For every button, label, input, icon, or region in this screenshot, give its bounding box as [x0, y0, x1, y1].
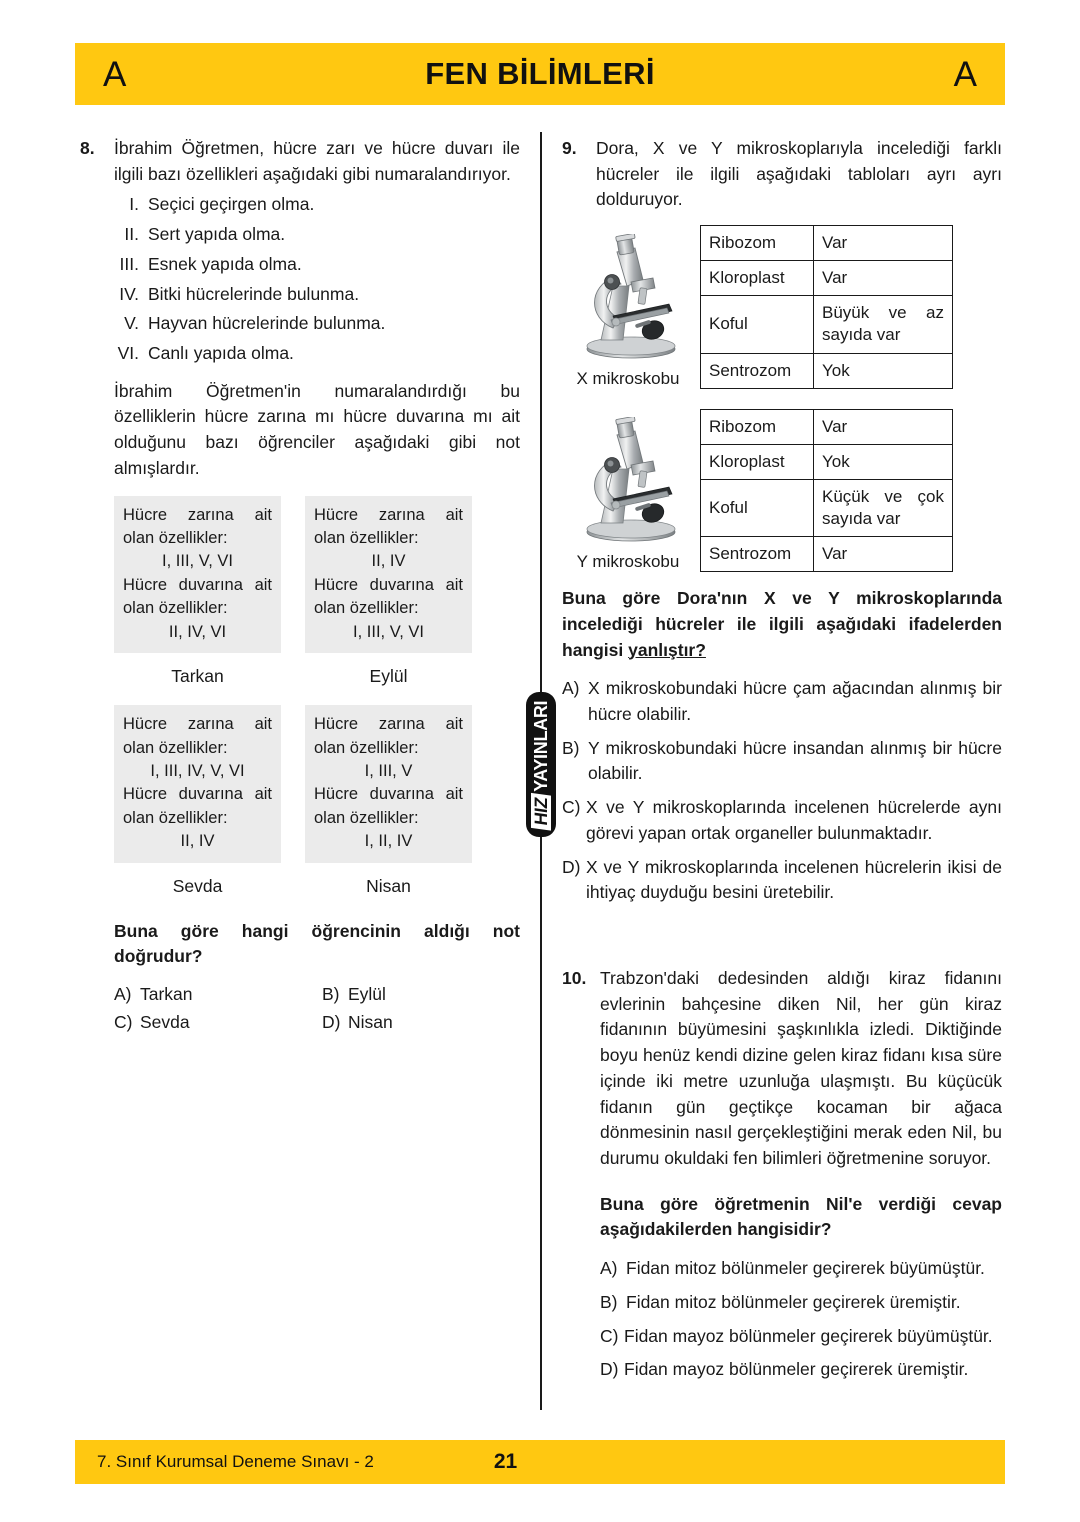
- header-booklet-letter-left: A: [103, 54, 127, 94]
- question-9-prompt: [562, 586, 1002, 663]
- roman-item-text: Canlı yapıda olma.: [148, 343, 294, 364]
- right-column: [562, 136, 1002, 1391]
- option-text: Nisan: [348, 1012, 393, 1033]
- option-text: Y mikroskobundaki hücre insandan alınmış bir hücre olabilir.: [588, 737, 1002, 784]
- option-letter: B): [600, 1291, 618, 1312]
- question-9-options: [562, 676, 1002, 906]
- microscope-icon: [569, 234, 687, 362]
- roman-item-text: Sert yapıda olma.: [148, 224, 286, 245]
- table-row: [701, 296, 953, 353]
- note-box-eylul: [305, 496, 472, 688]
- question-10-options: [600, 1256, 1002, 1383]
- note-box-values-membrane: II, IV: [371, 552, 406, 571]
- option-letter: D): [562, 856, 581, 877]
- table-cell-value: Var: [814, 409, 953, 444]
- microscope-y-group: [562, 409, 1002, 572]
- option-letter: C): [600, 1325, 619, 1346]
- option-text: Fidan mayoz bölünmeler geçirerek büyümüştür.: [624, 1325, 993, 1346]
- table-row: [701, 226, 953, 261]
- question-8-prompt: Buna göre hangi öğrencinin aldığı not doğrudur?: [114, 920, 520, 967]
- table-cell-value: Var: [814, 261, 953, 296]
- note-box-student-name: Sevda: [172, 875, 223, 896]
- roman-numeral: II.: [124, 224, 139, 245]
- question-9: [562, 136, 1002, 213]
- page-header-band: [75, 43, 1005, 105]
- option-c[interactable]: [600, 1324, 1002, 1350]
- table-cell-key: Koful: [701, 479, 814, 536]
- list-item: [114, 282, 520, 308]
- note-box-values-wall: II, IV, VI: [168, 622, 227, 641]
- question-9-stem: Dora, X ve Y mikroskoplarıyla incelediği farklı hücreler ile ilgili aşağıdaki tabloları ayrı ayrı dolduruyor.: [596, 138, 1002, 210]
- note-box-label-wall: Hücre duvarına ait olan özellikler:: [123, 785, 272, 827]
- option-d[interactable]: [322, 1012, 520, 1033]
- question-8-note-boxes-row-2: [114, 705, 520, 897]
- option-b[interactable]: [322, 984, 520, 1005]
- table-row: [701, 479, 953, 536]
- option-text: Tarkan: [140, 984, 193, 1005]
- microscope-x-caption: X mikroskobu: [576, 368, 680, 388]
- footer-exam-title: 7. Sınıf Kurumsal Deneme Sınavı - 2: [97, 1452, 374, 1471]
- table-cell-value: Yok: [814, 444, 953, 479]
- table-row: [701, 537, 953, 572]
- note-box-label-membrane: Hücre zarına ait olan özellikler:: [123, 715, 272, 757]
- roman-item-text: Esnek yapıda olma.: [148, 253, 302, 274]
- roman-item-text: Hayvan hücrelerinde bulunma.: [148, 313, 386, 334]
- option-text: Fidan mitoz bölünmeler geçirerek üremiştir.: [626, 1291, 961, 1312]
- page-title: FEN BİLİMLERİ: [425, 56, 655, 91]
- note-box-label-wall: Hücre duvarına ait olan özellikler:: [123, 575, 272, 618]
- option-letter: B): [322, 984, 340, 1005]
- microscope-y-caption: Y mikroskobu: [576, 552, 680, 572]
- option-text: X ve Y mikroskoplarında incelenen hücrelerin ikisi de ihtiyaç duyduğu besini üretebilir.: [586, 856, 1002, 903]
- option-a[interactable]: [562, 676, 1002, 727]
- microscope-x-group: [562, 225, 1002, 388]
- question-8: [80, 136, 520, 1033]
- option-letter: A): [562, 678, 580, 699]
- table-cell-value: Yok: [814, 353, 953, 388]
- publisher-logo: [526, 692, 556, 837]
- left-column: [80, 136, 520, 1033]
- table-cell-key: Ribozom: [701, 226, 814, 261]
- note-box-student-name: Tarkan: [171, 666, 224, 687]
- option-b[interactable]: [600, 1290, 1002, 1316]
- note-box-label-wall: Hücre duvarına ait olan özellikler:: [314, 575, 463, 618]
- table-cell-key: Sentrozom: [701, 353, 814, 388]
- note-box-values-membrane: I, III, V: [364, 762, 413, 780]
- option-letter: A): [600, 1258, 618, 1279]
- table-row: [701, 409, 953, 444]
- table-row: [701, 353, 953, 388]
- list-item: [114, 222, 520, 248]
- table-cell-value: Küçük ve çok sayıda var: [814, 479, 953, 536]
- table-cell-key: Ribozom: [701, 409, 814, 444]
- table-cell-value: Var: [814, 537, 953, 572]
- option-c[interactable]: [114, 1012, 312, 1033]
- option-letter: D): [322, 1012, 341, 1033]
- question-9-prompt-text: Buna göre Dora'nın X ve Y mikroskoplarında incelediği hücreler ile ilgili aşağıdaki ifadelerden hangisi: [562, 588, 1002, 660]
- note-box-values-wall: I, II, IV: [364, 832, 413, 851]
- option-letter: B): [562, 737, 580, 758]
- question-8-roman-list: [114, 192, 520, 366]
- roman-item-text: Bitki hücrelerinde bulunma.: [148, 283, 360, 304]
- question-9-prompt-emphasis: yanlıştır?: [628, 639, 706, 660]
- question-8-note-boxes-row-1: [114, 496, 520, 688]
- option-a[interactable]: [600, 1256, 1002, 1282]
- note-box-label-membrane: Hücre zarına ait olan özellikler:: [314, 715, 463, 757]
- question-10-number: 10.: [562, 968, 587, 988]
- list-item: [114, 341, 520, 367]
- option-c[interactable]: [562, 795, 1002, 846]
- question-10: [562, 966, 1002, 1391]
- roman-numeral: IV.: [119, 283, 139, 304]
- roman-numeral: III.: [119, 253, 139, 274]
- table-cell-key: Koful: [701, 296, 814, 353]
- table-cell-value: Büyük ve az sayıda var: [814, 296, 953, 353]
- microscope-icon: [569, 417, 687, 545]
- publisher-logo-mark: HIZ: [531, 793, 551, 830]
- table-row: [701, 444, 953, 479]
- option-text: Fidan mitoz bölünmeler geçirerek büyümüştür.: [626, 1258, 985, 1279]
- list-item: [114, 192, 520, 218]
- question-8-options: [114, 984, 520, 1033]
- question-9-number: 9.: [562, 138, 577, 158]
- question-10-prompt: Buna göre öğretmenin Nil'e verdiği cevap aşağıdakilerden hangisidir?: [600, 1193, 1002, 1240]
- question-8-stem-2: İbrahim Öğretmen'in numaralandırdığı bu özelliklerin hücre zarına mı hücre duvarına mı ait olduğunu bazı öğrenciler aşağıdaki gibi not almışlardır.: [114, 380, 520, 478]
- option-text: Eylül: [348, 984, 386, 1005]
- option-letter: C): [562, 797, 581, 818]
- note-box-values-membrane: I, III, IV, V, VI: [150, 762, 245, 780]
- question-8-number: 8.: [80, 138, 95, 158]
- roman-numeral: V.: [124, 313, 139, 334]
- option-text: Fidan mayoz bölünmeler geçirerek üremiştir.: [624, 1359, 969, 1380]
- publisher-logo-text: YAYINLARI: [531, 700, 551, 792]
- option-d[interactable]: [600, 1357, 1002, 1383]
- table-cell-key: Kloroplast: [701, 444, 814, 479]
- note-box-values-membrane: I, III, V, VI: [162, 552, 233, 571]
- option-letter: D): [600, 1359, 619, 1380]
- option-text: X mikroskobundaki hücre çam ağacından alınmış bir hücre olabilir.: [588, 678, 1002, 724]
- roman-item-text: Seçici geçirgen olma.: [148, 194, 315, 215]
- option-text: X ve Y mikroskoplarında incelenen hücrelerde aynı görevi yapan ortak organeller bulunmaktadır.: [586, 797, 1002, 843]
- option-text: Sevda: [140, 1012, 190, 1033]
- option-a[interactable]: [114, 984, 312, 1005]
- note-box-student-name: Eylül: [369, 666, 408, 687]
- roman-numeral: I.: [129, 194, 139, 215]
- table-cell-key: Sentrozom: [701, 537, 814, 572]
- note-box-sevda: [114, 705, 281, 897]
- option-letter: A): [114, 984, 132, 1005]
- option-letter: C): [114, 1012, 133, 1033]
- organelle-table-x: [700, 225, 953, 388]
- note-box-nisan: [305, 705, 472, 897]
- note-box-values-wall: II, IV: [180, 832, 215, 851]
- header-booklet-letter-right: A: [953, 54, 977, 94]
- table-cell-value: Var: [814, 226, 953, 261]
- question-8-stem: İbrahim Öğretmen, hücre zarı ve hücre duvarı ile ilgili bazı özellikleri aşağıdaki gibi numaralandırıyor.: [114, 138, 520, 184]
- note-box-tarkan: [114, 496, 281, 688]
- option-d[interactable]: [562, 855, 1002, 906]
- table-row: [701, 261, 953, 296]
- note-box-student-name: Nisan: [366, 875, 411, 896]
- note-box-values-wall: I, III, V, VI: [353, 622, 424, 641]
- footer-page-number: 21: [493, 1450, 518, 1473]
- question-10-stem: Trabzon'daki dedesinden aldığı kiraz fidanını evlerinin bahçesine diken Nil, her gün kiraz fidanının büyümesini şaşkınlıkla izledi. Diktiğinde boyu henüz kendi dizine gelen kiraz fidanı kısa süre içinde iki metre uzunluğa ulaşmıştı. Bu küçücük fidanın gün geçtikçe kocaman bir ağaca dönmesinin nasıl gerçekleştiğini merak eden Nil, bu durumu okuldaki fen bilimleri öğretmenine soruyor.: [600, 968, 1002, 1169]
- note-box-label-wall: Hücre duvarına ait olan özellikler:: [314, 785, 463, 827]
- note-box-label-membrane: Hücre zarına ait olan özellikler:: [314, 505, 463, 548]
- table-cell-key: Kloroplast: [701, 261, 814, 296]
- option-b[interactable]: [562, 736, 1002, 787]
- roman-numeral: VI.: [117, 343, 139, 364]
- note-box-label-membrane: Hücre zarına ait olan özellikler:: [123, 505, 272, 548]
- list-item: [114, 252, 520, 278]
- organelle-table-y: [700, 409, 953, 572]
- page-footer-band: [75, 1440, 1005, 1484]
- list-item: [114, 311, 520, 337]
